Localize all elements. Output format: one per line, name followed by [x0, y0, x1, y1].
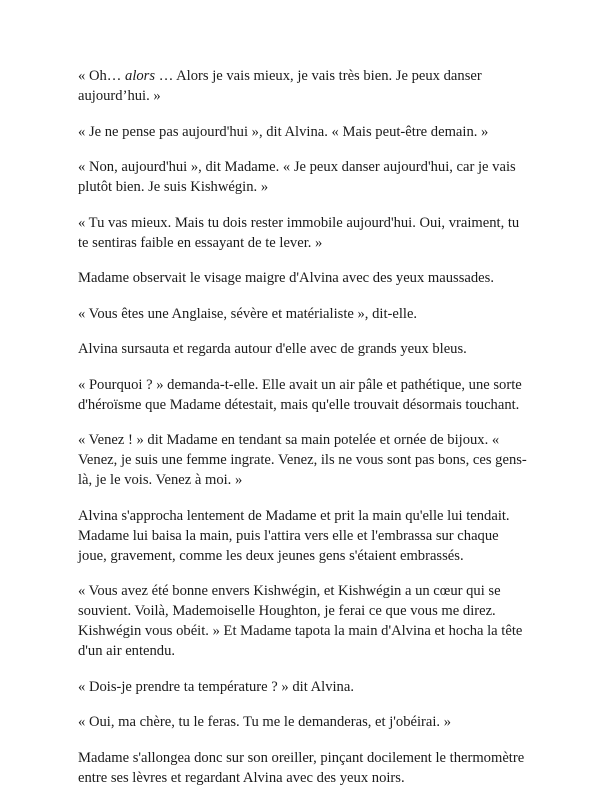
paragraph-9: « Venez ! » dit Madame en tendant sa main potelée et ornée de bijoux. « Venez, je suis une femme ingrate. Venez, ils ne vous sont pas bons, ces gens-là, je le vois. Venez à moi. » [78, 432, 527, 488]
paragraph-10: Alvina s'approcha lentement de Madame et prit la main qu'elle lui tendait. Madame lui baisa la main, puis l'attira vers elle et l'embrassa sur chaque joue, gravement, comme les deux jeunes gens s'étaient embrassés. [78, 507, 510, 564]
document-page [78, 66, 528, 803]
paragraph-3: « Non, aujourd'hui », dit Madame. « Je peux danser aujourd'hui, car je vais plutôt bien. Je suis Kishwégin. » [78, 159, 516, 195]
paragraph-1-text-start: « Oh… [78, 68, 126, 84]
paragraph-13: « Oui, ma chère, tu le feras. Tu me le demanderas, et j'obéirai. » [78, 714, 452, 730]
paragraph-8: « Pourquoi ? » demanda-t-elle. Elle avait un air pâle et pathétique, une sorte d'héroïsme que Madame détestait, mais qu'elle trouvait désormais touchant. [78, 376, 522, 413]
paragraph-12: « Dois-je prendre ta température ? » dit Alvina. [78, 678, 354, 695]
paragraph-1 [78, 66, 528, 106]
paragraph-14: Madame s'allongea donc sur son oreiller, pinçant docilement le thermomètre entre ses lèvres et regardant Alvina avec des yeux noirs. [78, 749, 525, 786]
paragraph-2: « Je ne pense pas aujourd'hui », dit Alvina. « Mais peut-être demain. » [78, 123, 489, 140]
paragraph-5: Madame observait le visage maigre d'Alvina avec des yeux maussades. [78, 270, 494, 286]
paragraph-1-italic-word: alors [125, 68, 156, 84]
paragraph-7: Alvina sursauta et regarda autour d'elle avec de grands yeux bleus. [78, 341, 467, 357]
paragraph-11: « Vous avez été bonne envers Kishwégin, et Kishwégin a un cœur qui se souvient. Voilà, Mademoiselle Houghton, je ferai ce que vous me direz. Kishwégin vous obéit. » Et Madame tapota la main d'Alvina et hocha la tête d'un air entendu. [78, 583, 523, 659]
paragraph-4: « Tu vas mieux. Mais tu dois rester immobile aujourd'hui. Oui, vraiment, tu te sentiras faible en essayant de te lever. » [78, 214, 520, 251]
paragraph-1-text-end: … Alors je vais mieux, je vais très bien. Je peux danser aujourd’hui. » [78, 68, 482, 104]
paragraph-6: « Vous êtes une Anglaise, sévère et matérialiste », dit-elle. [78, 305, 418, 322]
